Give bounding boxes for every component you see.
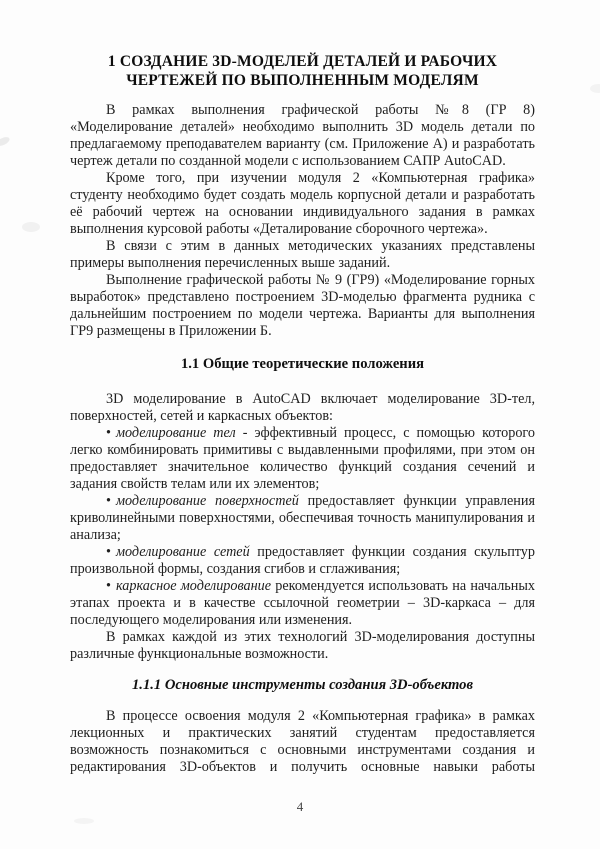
bullet-text: предоставляет функции управления криволинейными поверхностями, обеспечивая точность манипулирования и анализа; [70,493,535,543]
intro-paragraph-2: Кроме того, при изучении модуля 2 «Компьютерная графика» студенту необходимо будет создать модель корпусной детали и разработать её рабочий чертеж на основании индивидуального задания в рамках выполнения курсовой работы «Деталирование сборочного чертежа». [70,170,535,237]
bullet-item-meshes [70,544,535,578]
subsection-heading-1-1-1: 1.1.1 Основные инструменты создания 3D-объектов [132,677,473,693]
section-lead-paragraph: 3D моделирование в AutoCAD включает моделирование 3D-тел, поверхностей, сетей и каркасных объектов: [70,391,535,424]
bullet-term: моделирование сетей [115,544,250,560]
page-content [70,52,535,776]
bullet-icon: • [106,578,111,594]
scan-artifact [590,84,600,93]
bullet-text: - эффективный процесс, с помощью которого легко комбинировать примитивы с выдавленными профилями, при этом он предоставляет значительное количество функций создания сечений и задания свойств телам или их элементов; [70,425,535,492]
bullet-text: предоставляет функции создания скульптур произвольной формы, создания сгибов и сглаживания; [70,544,535,577]
bullet-term: моделирование поверхностей [115,493,299,509]
bullet-text: рекомендуется использовать на начальных этапах проекта и в качестве ссылочной геометрии – 3D-каркаса – для последующего моделирования или изменения. [70,578,535,628]
bullet-icon: • [106,425,111,441]
intro-paragraph-1: В рамках выполнения графической работы №8 (ГР 8) «Моделирование деталей» необходимо выполнить 3D модель детали по предлагаемому преподавателем варианту (см. Приложение А) и разработать чертеж детали по созданной модели с использованием САПР AutoCAD. [70,102,535,169]
chapter-title [70,52,535,90]
bullet-item-surfaces [70,493,535,544]
section-closing-paragraph: В рамках каждой из этих технологий 3D-моделирования доступны различные функциональные возможности. [70,629,535,662]
intro-paragraph-3: В связи с этим в данных методических указаниях представлены примеры выполнения перечисленных выше заданий. [70,238,535,271]
bullet-term: каркасное моделирование [115,578,272,594]
scan-artifact [22,222,40,232]
section-heading-1-1: 1.1 Общие теоретические положения [180,356,425,372]
page-number: 4 [296,799,304,814]
bullet-icon: • [106,544,111,560]
chapter-title-line2: ЧЕРТЕЖЕЙ ПО ВЫПОЛНЕННЫМ МОДЕЛЯМ [126,72,479,89]
scan-artifact [74,818,94,824]
bullet-item-wireframe [70,578,535,629]
bullet-icon: • [106,493,111,509]
subsection-paragraph: В процессе освоения модуля 2 «Компьютерная графика» в рамках лекционных и практических занятий студентам предоставляется возможность познакомиться с основными инструментами создания и редактирования 3D-объектов и получить основные навыки работы [70,708,535,775]
bullet-term: моделирование тел [115,425,236,441]
bullet-item-solids [70,425,535,493]
chapter-title-line1: 1 СОЗДАНИЕ 3D-МОДЕЛЕЙ ДЕТАЛЕЙ И РАБОЧИХ [107,53,498,70]
scan-artifact [0,135,11,147]
intro-paragraph-4: Выполнение графической работы № 9 (ГР9) «Моделирование горных выработок» представлено построением 3D-моделью фрагмента рудника с дальнейшим построением по модели чертежа. Варианты для выполнения ГР9 размещены в Приложении Б. [70,272,535,339]
